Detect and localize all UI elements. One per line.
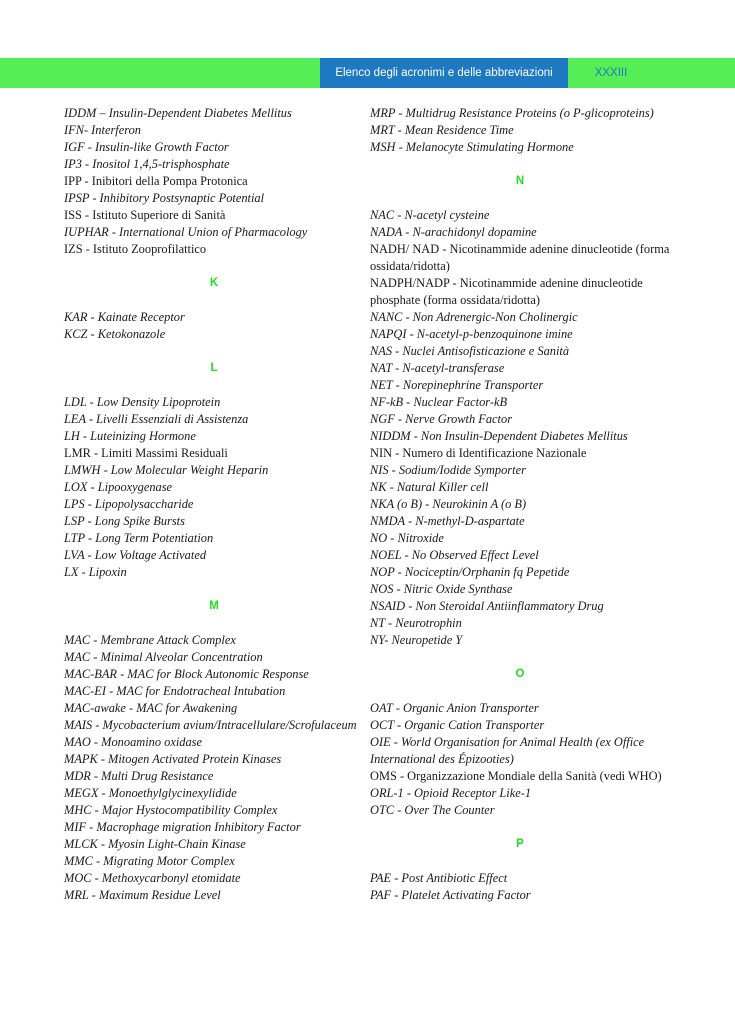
gap — [370, 683, 670, 700]
acronym-entry: MAPK - Mitogen Activated Protein Kinases — [64, 752, 282, 766]
acronym-entry: IZS - Istituto Zooprofilattico — [64, 242, 207, 256]
acronym-entry: NSAID - Non Steroidal Antiinflammatory Drug — [370, 599, 604, 613]
acronym-entry: LOX - Lipooxygenase — [64, 480, 173, 494]
acronym-entry: OIE - World Organisation for Animal Health (ex Office International des Épizooties) — [370, 735, 645, 766]
acronym-entry: NANC - Non Adrenergic-Non Cholinergic — [370, 310, 578, 324]
acronym-entry: MOC - Methoxycarbonyl etomidate — [64, 871, 241, 885]
acronym-entry: NIS - Sodium/Iodide Symporter — [370, 463, 526, 477]
acronym-entry: NAS - Nuclei Antisofisticazione e Sanità — [370, 344, 570, 358]
page-number: XXXIII — [594, 67, 628, 79]
acronym-entry: IFN- Interferon — [64, 123, 141, 137]
acronym-entry: MRP - Multidrug Resistance Proteins (o P-glicoproteins) — [370, 106, 654, 120]
acronym-entry: NET - Norepinephrine Transporter — [370, 378, 544, 392]
acronym-entry: IP3 - Inositol 1,4,5-trisphosphate — [64, 157, 230, 171]
entries-group-l — [64, 394, 364, 581]
entries-group-o — [370, 700, 670, 819]
acronym-entry: LPS - Lipopolysaccharide — [64, 497, 194, 511]
section-heading-n: N — [515, 175, 525, 187]
section-heading-l: L — [210, 362, 218, 374]
acronym-entry: OTC - Over The Counter — [370, 803, 495, 817]
acronym-entry: NOP - Nociceptin/Orphanin fq Pepetide — [370, 565, 570, 579]
acronym-entry: NO - Nitroxide — [370, 531, 444, 545]
acronym-entry: IDDM – Insulin-Dependent Diabetes Mellitus — [64, 106, 292, 120]
acronym-entry: IPP - Inibitori della Pompa Protonica — [64, 174, 248, 188]
gap — [64, 615, 364, 632]
acronym-entry: NOEL - No Observed Effect Level — [370, 548, 539, 562]
acronym-entry: MSH - Melanocyte Stimulating Hormone — [370, 140, 574, 154]
acronym-entry: MRL - Maximum Residue Level — [64, 888, 221, 902]
acronym-entry: PAE - Post Antibiotic Effect — [370, 871, 508, 885]
gap — [64, 377, 364, 394]
acronym-entry: OCT - Organic Cation Transporter — [370, 718, 545, 732]
acronym-entry: NY- Neuropetide Y — [370, 633, 463, 647]
acronym-entry: NAT - N-acetyl-transferase — [370, 361, 505, 375]
right-column — [370, 105, 670, 904]
acronym-entry: MAC-EI - MAC for Endotracheal Intubation — [64, 684, 286, 698]
acronym-entry: NMDA - N-methyl-D-aspartate — [370, 514, 525, 528]
acronym-entry: MAC - Minimal Alveolar Concentration — [64, 650, 263, 664]
acronym-entry: LVA - Low Voltage Activated — [64, 548, 207, 562]
entries-group-i — [64, 105, 364, 258]
gap — [370, 649, 670, 666]
acronym-entry: NK - Natural Killer cell — [370, 480, 489, 494]
acronym-entry: MRT - Mean Residence Time — [370, 123, 514, 137]
acronym-entry: MAC - Membrane Attack Complex — [64, 633, 236, 647]
acronym-entry: MEGX - Monoethylglycinexylidide — [64, 786, 237, 800]
gap — [64, 581, 364, 598]
acronym-entry: MHC - Major Hystocompatibility Complex — [64, 803, 278, 817]
acronym-entry: MAIS - Mycobacterium avium/Intracellulare/Scrofulaceum — [64, 718, 357, 732]
acronym-entry: NAPQI - N-acetyl-p-benzoquinone imine — [370, 327, 573, 341]
acronym-entry: MDR - Multi Drug Resistance — [64, 769, 214, 783]
acronym-entry: KAR - Kainate Receptor — [64, 310, 185, 324]
gap — [370, 190, 670, 207]
acronym-entry: NT - Neurotrophin — [370, 616, 462, 630]
acronym-entry: MAC-awake - MAC for Awakening — [64, 701, 238, 715]
acronym-entry: ORL-1 - Opioid Receptor Like-1 — [370, 786, 532, 800]
acronym-entry: NADPH/NADP - Nicotinammide adenine dinucleotide phosphate (forma ossidata/ridotta) — [370, 276, 643, 307]
acronym-entry: NKA (o B) - Neurokinin A (o B) — [370, 497, 527, 511]
acronym-entry: NIDDM - Non Insulin-Dependent Diabetes Mellitus — [370, 429, 628, 443]
acronym-entry: MLCK - Myosin Light-Chain Kinase — [64, 837, 246, 851]
gap — [64, 343, 364, 360]
acronym-entry: NOS - Nitric Oxide Synthase — [370, 582, 513, 596]
acronym-entry: NF-kB - Nuclear Factor-kB — [370, 395, 508, 409]
acronym-entry: NGF - Nerve Growth Factor — [370, 412, 513, 426]
acronym-entry: MAO - Monoamino oxidase — [64, 735, 202, 749]
entries-group-m — [64, 632, 364, 904]
acronym-entry: IGF - Insulin-like Growth Factor — [64, 140, 229, 154]
acronym-entry: NAC - N-acetyl cysteine — [370, 208, 490, 222]
gap — [64, 292, 364, 309]
acronym-entry: NADA - N-arachidonyl dopamine — [370, 225, 537, 239]
entries-group-p — [370, 870, 670, 904]
acronym-entry: LMR - Limiti Massimi Residuali — [64, 446, 228, 460]
gap — [370, 819, 670, 836]
acronym-entry: ISS - Istituto Superiore di Sanità — [64, 208, 226, 222]
acronym-entry: KCZ - Ketokonazole — [64, 327, 166, 341]
acronym-entry: LEA - Livelli Essenziali di Assistenza — [64, 412, 249, 426]
acronym-entry: PAF - Platelet Activating Factor — [370, 888, 531, 902]
acronym-entry: MAC-BAR - MAC for Block Autonomic Response — [64, 667, 309, 681]
acronym-entry: LTP - Long Term Potentiation — [64, 531, 214, 545]
section-heading-p: P — [516, 838, 524, 850]
acronym-entry: MMC - Migrating Motor Complex — [64, 854, 235, 868]
acronym-entry: OAT - Organic Anion Transporter — [370, 701, 539, 715]
section-heading-o: O — [515, 668, 525, 680]
acronym-entry: LH - Luteinizing Hormone — [64, 429, 196, 443]
gap — [370, 156, 670, 173]
entries-group-n — [370, 207, 670, 649]
acronym-entry: IPSP - Inhibitory Postsynaptic Potential — [64, 191, 265, 205]
acronym-entry: LDL - Low Density Lipoprotein — [64, 395, 221, 409]
acronym-entry: IUPHAR - International Union of Pharmacology — [64, 225, 308, 239]
acronym-entry: OMS - Organizzazione Mondiale della Sanità (vedi WHO) — [370, 769, 662, 783]
acronym-entry: MIF - Macrophage migration Inhibitory Factor — [64, 820, 301, 834]
gap — [370, 853, 670, 870]
section-title: Elenco degli acronimi e delle abbreviazioni — [320, 58, 568, 88]
entries-group-m-cont — [370, 105, 670, 156]
acronym-entry: LX - Lipoxin — [64, 565, 127, 579]
acronym-entry: LSP - Long Spike Bursts — [64, 514, 185, 528]
acronym-entry: NIN - Numero di Identificazione Nazionale — [370, 446, 587, 460]
section-heading-k: K — [209, 277, 219, 289]
acronym-entry: NADH/ NAD - Nicotinammide adenine dinucleotide (forma ossidata/ridotta) — [370, 242, 670, 273]
entries-group-k — [64, 309, 364, 343]
acronym-entry: LMWH - Low Molecular Weight Heparin — [64, 463, 269, 477]
gap — [64, 258, 364, 275]
left-column — [64, 105, 364, 904]
section-heading-m: M — [209, 600, 219, 612]
